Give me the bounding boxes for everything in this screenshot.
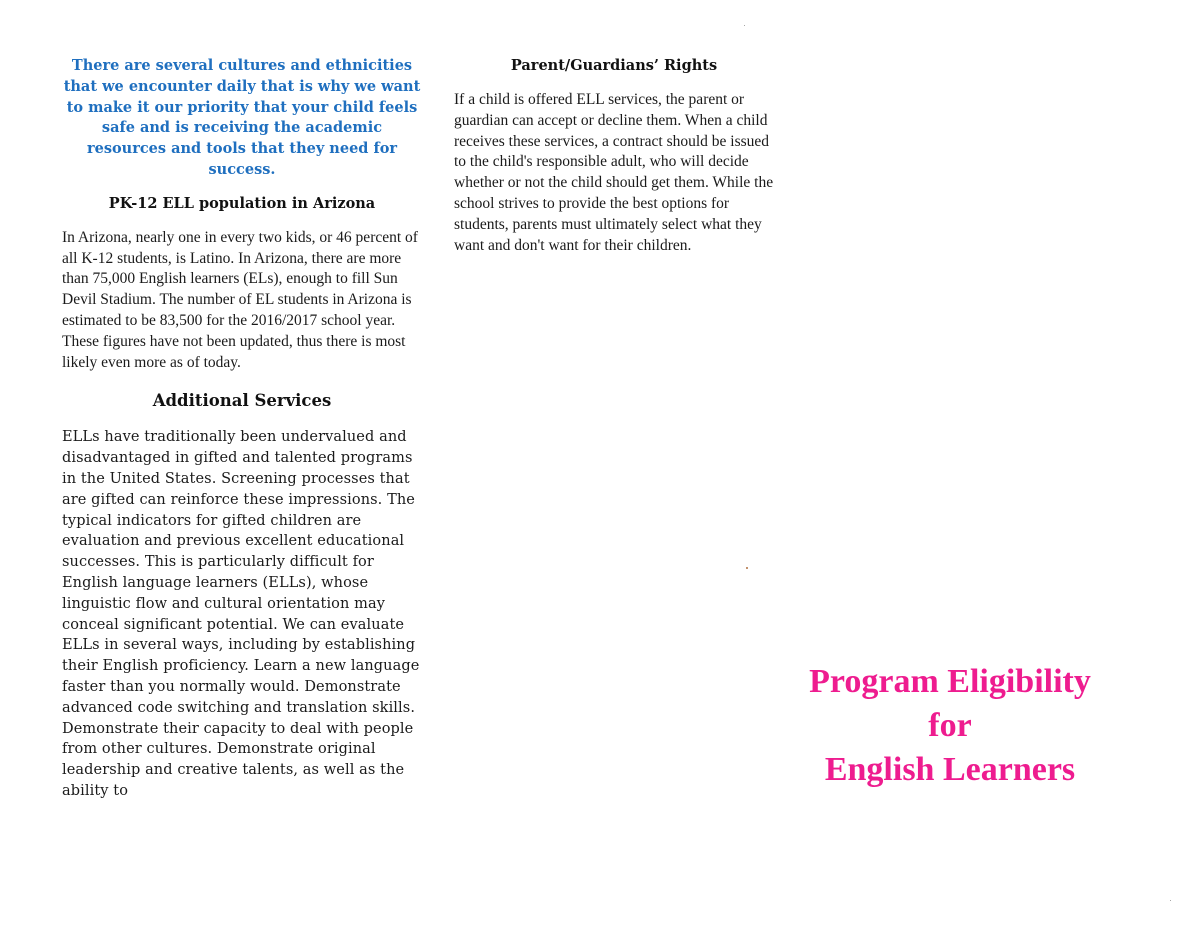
stray-mark [744,25,745,26]
population-heading: PK-12 ELL population in Arizona [108,194,376,212]
stray-mark [1170,900,1171,901]
services-paragraph: ELLs have traditionally been undervalued and disadvantaged in gifted and talented programs in the United States. Screening processes that are gifted can reinforce these impressions. The typical indicators for gifted children are evaluation and previous excellent educational successes. This is particularly difficult for English language learners (ELLs), whose linguistic flow and cultural orientation may conceal significant potential. We can evaluate ELLs in several ways, including by establishing their English proficiency. Learn a new language faster than you normally would. Demonstrate advanced code switching and translation skills. Demonstrate their capacity to deal with people from other cultures. Demonstrate original leadership and creative talents, as well as the ability to [62,429,420,799]
population-paragraph: In Arizona, nearly one in every two kids, or 46 percent of all K-12 students, is Latino. In Arizona, there are more than 75,000 English learners (ELs), enough to fill Sun Devil Stadium. The number of EL students in Arizona is estimated to be 83,500 for the 2016/2017 school year. These figures have not been updated, thus there is most likely even more as of today. [62,228,418,371]
middle-column [454,56,774,256]
intro-statement: There are several cultures and ethnicities that we encounter daily that is why we want to make it our priority that your child feels safe and is receiving the academic resources and tools that they need for success. [63,57,421,178]
services-heading: Additional Services [152,391,332,411]
cover-title-line-1: Program Eligibility [809,663,1091,700]
stray-mark [746,567,748,569]
left-column [62,56,422,802]
cover-title-line-2: for [928,707,972,744]
cover-title-line-3: English Learners [824,751,1076,788]
cover-panel [780,660,1120,792]
rights-paragraph: If a child is offered ELL services, the parent or guardian can accept or decline them. When a child receives these services, a contract should be issued to the child's responsible adult, who will decide whether or not the child should get them. While the school strives to provide the best options for students, parents must ultimately select what they want and don't want for their children. [454,91,774,254]
rights-heading: Parent/Guardians’ Rights [510,57,718,74]
